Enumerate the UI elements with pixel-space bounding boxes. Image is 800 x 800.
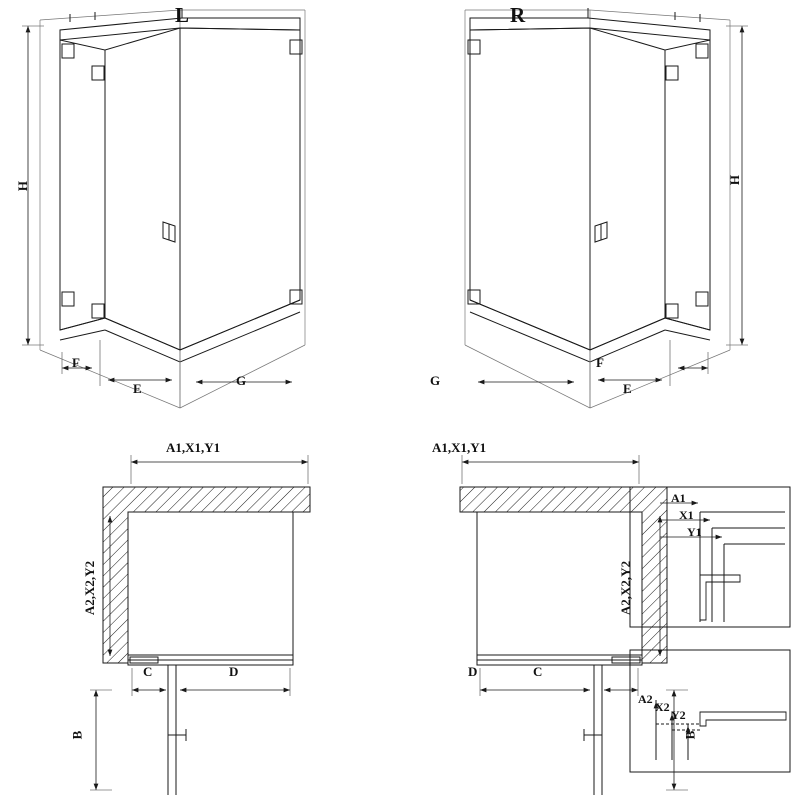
plan-left-b-label: B bbox=[69, 730, 85, 740]
iso-left-view bbox=[22, 8, 305, 408]
plan-right-b-label: B bbox=[682, 730, 698, 740]
plan-right-d-label: D bbox=[468, 664, 478, 679]
plan-right-side-dim: A2,X2,Y2 bbox=[618, 560, 633, 616]
plan-left-c-label: C bbox=[143, 664, 153, 679]
iso-right-height-label: H bbox=[727, 174, 743, 186]
detail-x2-label: X2 bbox=[655, 700, 670, 714]
iso-right-title: R bbox=[510, 3, 526, 27]
iso-left-f-label: F bbox=[72, 355, 80, 370]
iso-right-e-label: E bbox=[623, 381, 632, 396]
iso-left-e-label: E bbox=[133, 381, 142, 396]
detail-a2-label: A2 bbox=[638, 692, 653, 706]
detail-y2-label: Y2 bbox=[671, 708, 686, 722]
detail-x1-label: X1 bbox=[679, 508, 694, 522]
iso-left-height-label: H bbox=[15, 180, 31, 192]
iso-right-g-label: G bbox=[430, 373, 441, 388]
plan-right-top-dim: A1,X1,Y1 bbox=[432, 440, 487, 455]
plan-right-c-label: C bbox=[533, 664, 543, 679]
iso-right-f-label: F bbox=[596, 355, 604, 370]
plan-left-top-dim: A1,X1,Y1 bbox=[166, 440, 221, 455]
iso-left-g-label: G bbox=[236, 373, 247, 388]
detail-y1-label: Y1 bbox=[687, 525, 702, 539]
plan-left-side-dim: A2,X2,Y2 bbox=[82, 560, 97, 616]
plan-left-view bbox=[90, 455, 310, 795]
iso-right-view bbox=[465, 8, 748, 408]
plan-right-view bbox=[460, 455, 688, 795]
detail-a1-label: A1 bbox=[671, 491, 686, 505]
detail-bottom-view bbox=[630, 650, 790, 772]
plan-left-d-label: D bbox=[229, 664, 239, 679]
iso-left-title: L bbox=[175, 3, 190, 27]
